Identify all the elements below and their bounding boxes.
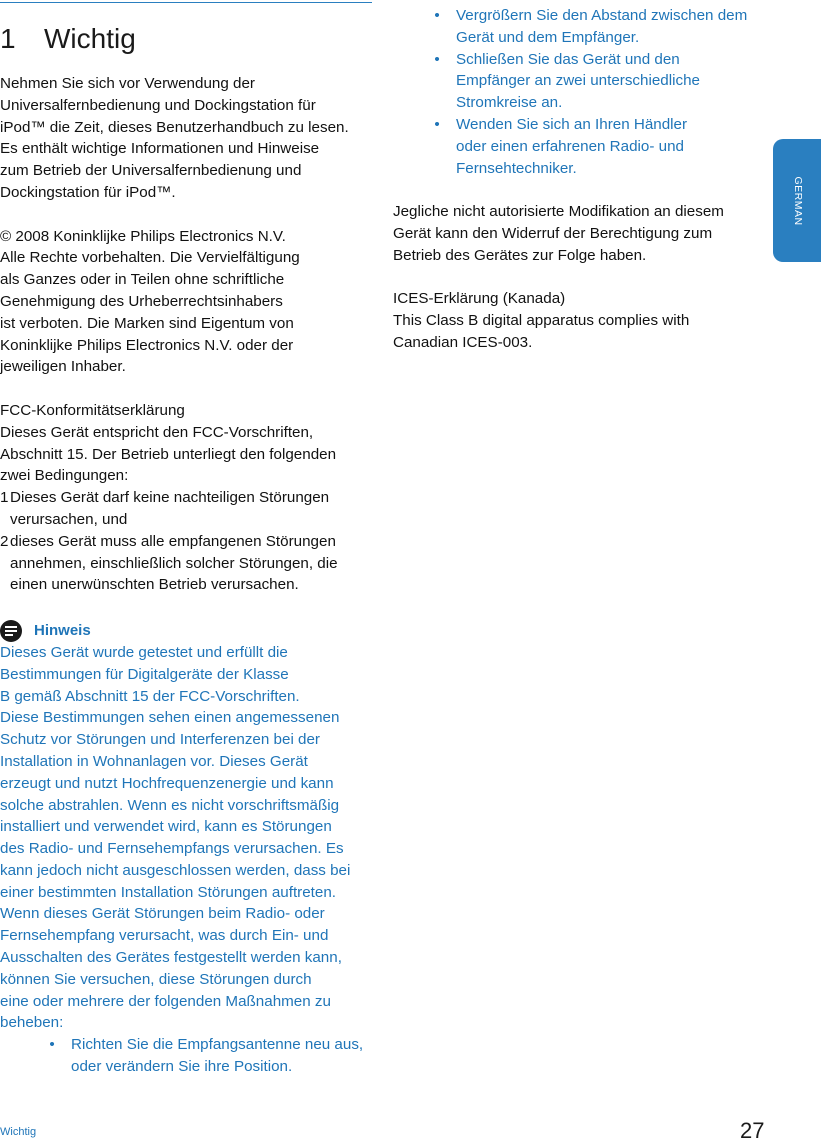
text-line: annehmen, einschließlich solcher Störungen, die xyxy=(10,554,338,572)
text-line: des Radio- und Fernsehempfangs verursachen. Es xyxy=(0,840,344,858)
section-number: 1 xyxy=(0,23,16,54)
text-line: Ausschalten des Gerätes festgestellt werden kann, xyxy=(0,949,342,967)
text-line: Fernsehtechniker. xyxy=(456,159,577,177)
list-item xyxy=(393,5,773,49)
text-line: eine oder mehrere der folgenden Maßnahmen zu xyxy=(0,992,331,1010)
modification-paragraph xyxy=(393,201,773,266)
right-column xyxy=(393,5,773,354)
text-line: Jegliche nicht autorisierte Modifikation an diesem xyxy=(393,203,724,221)
list-item xyxy=(393,114,773,179)
text-line: Dieses Gerät entspricht den FCC-Vorschriften, xyxy=(0,423,314,441)
text-line: Gerät und dem Empfänger. xyxy=(456,28,640,46)
text-line: Bestimmungen für Digitalgeräte der Klasse xyxy=(0,665,289,683)
text-line: oder verändern Sie ihre Position. xyxy=(71,1058,293,1076)
text-line: Wenn dieses Gerät Störungen beim Radio- oder xyxy=(0,905,325,923)
note-icon xyxy=(0,620,22,642)
text-line: Dieses Gerät darf keine nachteiligen Störungen xyxy=(10,489,330,507)
text-line: Genehmigung des Urheberrechtsinhabers xyxy=(0,292,283,310)
bullet-icon: • xyxy=(434,50,440,68)
bullet-icon: • xyxy=(434,7,440,24)
text-line: This Class B digital apparatus complies with xyxy=(393,312,690,330)
text-line: Dockingstation für iPod™. xyxy=(0,183,176,201)
text-line: Schutz vor Störungen und Interferenzen bei der xyxy=(0,731,320,749)
text-line: Abschnitt 15. Der Betrieb unterliegt den folgenden xyxy=(0,445,337,463)
copyright-paragraph xyxy=(0,226,372,379)
hint-text xyxy=(0,642,372,1078)
text-line: Dieses Gerät wurde getestet und erfüllt die xyxy=(0,643,288,661)
text-line: verursachen, und xyxy=(10,510,128,528)
text-line: beheben: xyxy=(0,1014,64,1032)
text-line: Canadian ICES-003. xyxy=(393,333,533,351)
hint-title: Hinweis xyxy=(34,622,91,640)
list-item xyxy=(0,1034,372,1078)
text-line: zwei Bedingungen: xyxy=(0,467,129,485)
text-line: Nehmen Sie sich vor Verwendung der xyxy=(0,75,255,92)
text-line: Stromkreise an. xyxy=(456,94,563,112)
text-line: Wenden Sie sich an Ihren Händler xyxy=(456,115,688,133)
text-line: iPod™ die Zeit, dieses Benutzerhandbuch zu lesen. xyxy=(0,118,349,136)
text-line: solche abstrahlen. Wenn es nicht vorschriftsmäßig xyxy=(0,796,340,814)
text-line: ICES-Erklärung (Kanada) xyxy=(393,290,566,308)
text-line: kann jedoch nicht ausgeschlossen werden, dass bei xyxy=(0,861,351,879)
text-line: jeweiligen Inhaber. xyxy=(0,358,126,376)
text-line: Richten Sie die Empfangsantenne neu aus, xyxy=(71,1036,364,1054)
list-number: 1 xyxy=(0,489,9,507)
text-line: Diese Bestimmungen sehen einen angemessenen xyxy=(0,709,340,727)
text-line: Fernsehempfang verursacht, was durch Ein- und xyxy=(0,927,329,945)
fcc-section xyxy=(0,400,372,596)
bullet-list xyxy=(393,5,773,179)
text-line: Empfänger an zwei unterschiedliche xyxy=(456,72,700,90)
ices-paragraph xyxy=(393,288,773,353)
text-line: Installation in Wohnanlagen vor. Dieses Gerät xyxy=(0,752,308,770)
text-line: installiert und verwendet wird, kann es Störungen xyxy=(0,818,332,836)
page-title xyxy=(0,22,136,56)
list-item xyxy=(393,49,773,114)
header-rule xyxy=(0,2,372,3)
footer-section-name: Wichtig xyxy=(0,1126,37,1138)
text-line: Alle Rechte vorbehalten. Die Vervielfältigung xyxy=(0,249,300,267)
text-line: zum Betrieb der Universalfernbedienung und xyxy=(0,162,302,180)
section-title: Wichtig xyxy=(44,23,136,54)
list-item xyxy=(0,531,372,596)
page-number: 27 xyxy=(740,1118,765,1143)
text-line: Vergrößern Sie den Abstand zwischen dem xyxy=(456,7,748,24)
bullet-list xyxy=(0,1034,372,1078)
text-line: Schließen Sie das Gerät und den xyxy=(456,50,680,68)
language-tab-label: GERMAN xyxy=(791,175,804,226)
text-line: © 2008 Koninklijke Philips Electronics N.V. xyxy=(0,227,286,245)
text-line: als Ganzes oder in Teilen ohne schriftliche xyxy=(0,271,285,289)
bullet-icon: • xyxy=(434,115,440,133)
text-line: Es enthält wichtige Informationen und Hinweise xyxy=(0,140,320,158)
fcc-title: FCC-Konformitätserklärung xyxy=(0,401,185,419)
text-line: Betrieb des Gerätes zur Folge haben. xyxy=(393,246,647,264)
text-line: dieses Gerät muss alle empfangenen Störungen xyxy=(10,532,336,550)
language-tab xyxy=(773,139,821,262)
text-line: B gemäß Abschnitt 15 der FCC-Vorschriften. xyxy=(0,687,300,705)
text-line: Koninklijke Philips Electronics N.V. oder der xyxy=(0,336,294,354)
bullet-icon: • xyxy=(49,1036,55,1054)
text-line: oder einen erfahrenen Radio- und xyxy=(456,137,684,155)
text-line: Universalfernbedienung und Dockingstation für xyxy=(0,96,316,114)
text-line: Gerät kann den Widerruf der Berechtigung zum xyxy=(393,224,713,242)
text-line: können Sie versuchen, diese Störungen durch xyxy=(0,970,312,988)
list-number: 2 xyxy=(0,532,9,550)
list-item xyxy=(0,487,372,509)
text-line: einen unerwünschten Betrieb verursachen. xyxy=(10,576,299,594)
left-column xyxy=(0,73,372,1078)
intro-paragraph xyxy=(0,73,372,204)
list-item-continuation xyxy=(0,509,372,531)
text-line: einer bestimmten Installation Störungen auftreten. xyxy=(0,883,337,901)
text-line: erzeugt und nutzt Hochfrequenzenergie und kann xyxy=(0,774,334,792)
text-line: ist verboten. Die Marken sind Eigentum von xyxy=(0,314,294,332)
hint-box xyxy=(0,620,372,1078)
